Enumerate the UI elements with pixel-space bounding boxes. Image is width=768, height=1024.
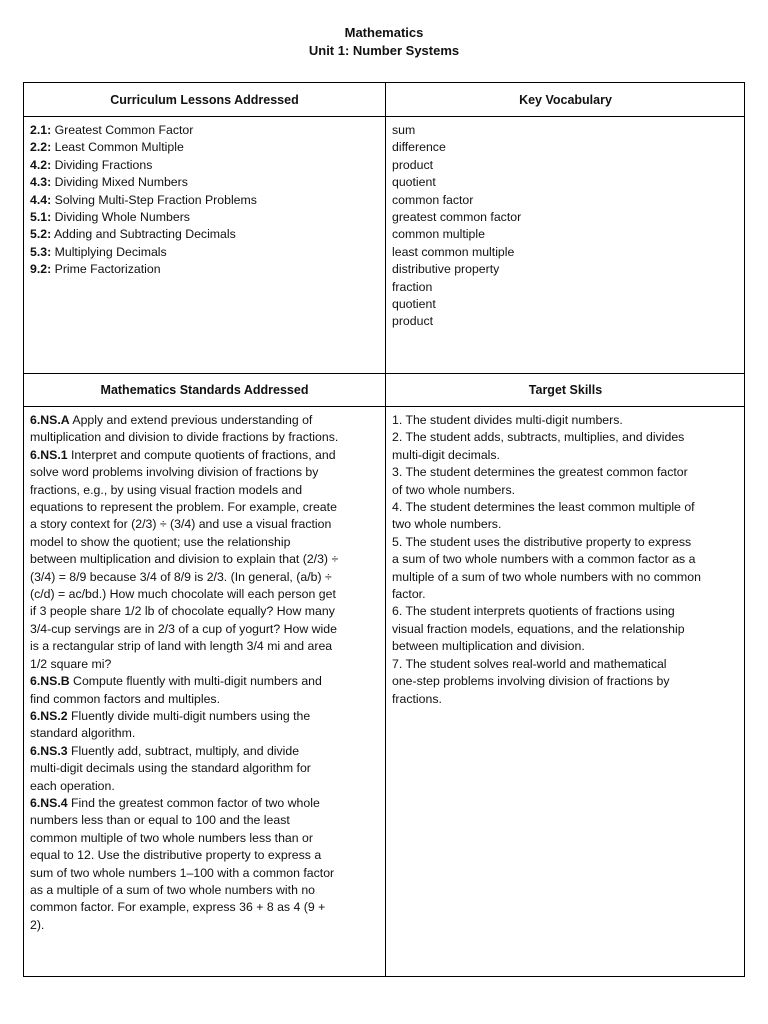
lesson-code: 4.4: xyxy=(30,192,52,207)
lesson-code: 5.3: xyxy=(30,244,52,259)
standard-text: a story context for (2/3) ÷ (3/4) and use a visual fraction xyxy=(30,517,332,532)
lesson-item xyxy=(30,122,379,139)
standard-text: as a multiple of a sum of two whole numbers with no xyxy=(30,882,316,897)
standard-text: Fluently divide multi-digit numbers using the xyxy=(67,708,311,723)
standard-line xyxy=(30,865,379,882)
standard-line xyxy=(30,586,379,603)
standard-text: 2). xyxy=(30,917,45,932)
lesson-item xyxy=(30,209,379,226)
lesson-item xyxy=(30,192,379,209)
standard-line xyxy=(30,708,379,725)
target-skill-line: factor. xyxy=(392,587,426,602)
lesson-title: Multiplying Decimals xyxy=(51,244,167,259)
lesson-code: 9.2: xyxy=(30,262,52,277)
lesson-title: Prime Factorization xyxy=(51,262,161,277)
standard-text: Find the greatest common factor of two whole xyxy=(67,795,320,810)
standard-line xyxy=(30,691,379,708)
standard-text: Apply and extend previous understanding of xyxy=(69,413,313,427)
lesson-title: Solving Multi-Step Fraction Problems xyxy=(51,192,257,207)
lesson-title: Dividing Mixed Numbers xyxy=(51,175,188,190)
standard-line xyxy=(30,412,379,429)
vocabulary-term: greatest common factor xyxy=(392,210,522,225)
standard-text: is a rectangular strip of land with length 3/4 mi and area xyxy=(30,639,333,654)
key-vocabulary-list xyxy=(386,117,745,373)
standard-text: (c/d) = ac/bd.) How much chocolate will each person get xyxy=(30,587,336,602)
standard-code: 6.NS.1 xyxy=(30,447,68,462)
lesson-code: 5.1: xyxy=(30,210,52,225)
standard-line xyxy=(30,812,379,829)
lesson-title: Adding and Subtracting Decimals xyxy=(51,227,236,242)
page-header xyxy=(0,24,768,60)
standard-code: 6.NS.A xyxy=(30,413,70,427)
target-skill-line: of two whole numbers. xyxy=(392,482,516,497)
key-vocabulary-header: Key Vocabulary xyxy=(519,92,612,107)
target-skill-line: between multiplication and division. xyxy=(392,639,585,654)
lesson-code: 2.1: xyxy=(30,123,52,137)
standard-line xyxy=(30,534,379,551)
lesson-code: 2.2: xyxy=(30,140,52,155)
lesson-item xyxy=(30,139,379,156)
lesson-code: 4.3: xyxy=(30,175,52,190)
subject-title: Mathematics xyxy=(344,25,424,40)
target-skill-line: 7. The student solves real-world and mathematical xyxy=(392,656,667,671)
standard-line xyxy=(30,447,379,464)
standard-text: find common factors and multiples. xyxy=(30,691,221,706)
vocabulary-term: fraction xyxy=(392,279,433,294)
standard-line xyxy=(30,725,379,742)
lesson-code: 4.2: xyxy=(30,157,52,172)
standard-line xyxy=(30,778,379,795)
target-skill-line: fractions. xyxy=(392,691,442,706)
target-skill-line: multi-digit decimals. xyxy=(392,447,500,462)
curriculum-table xyxy=(23,82,745,977)
standard-text: common multiple of two whole numbers less than or xyxy=(30,830,313,845)
standard-line xyxy=(30,760,379,777)
target-skill-line: 6. The student interprets quotients of fractions using xyxy=(392,604,675,619)
standard-line xyxy=(30,516,379,533)
standard-line xyxy=(30,569,379,586)
lesson-title: Dividing Fractions xyxy=(51,157,153,172)
standard-text: model to show the quotient; use the relationship xyxy=(30,534,291,549)
standard-text: equal to 12. Use the distributive property to express a xyxy=(30,848,322,863)
lesson-title: Least Common Multiple xyxy=(51,140,184,155)
target-skill-line: multiple of a sum of two whole numbers with no common xyxy=(392,569,701,584)
standard-line xyxy=(30,603,379,620)
standard-text: Compute fluently with multi-digit numbers and xyxy=(69,674,322,689)
target-skill-line: a sum of two whole numbers with a common factor as a xyxy=(392,552,696,567)
standard-code: 6.NS.B xyxy=(30,674,70,689)
target-skill-line: 3. The student determines the greatest common factor xyxy=(392,465,688,480)
standard-text: sum of two whole numbers 1–100 with a common factor xyxy=(30,865,335,880)
curriculum-lessons-list xyxy=(24,117,385,373)
standard-code: 6.NS.2 xyxy=(30,708,68,723)
standard-line xyxy=(30,499,379,516)
vocabulary-term: quotient xyxy=(392,175,436,190)
standard-text: multi-digit decimals using the standard algorithm for xyxy=(30,761,311,776)
standard-line xyxy=(30,621,379,638)
target-skill-line: 4. The student determines the least common multiple of xyxy=(392,500,695,515)
standard-line xyxy=(30,482,379,499)
vocabulary-term: least common multiple xyxy=(392,244,515,259)
standard-text: Fluently add, subtract, multiply, and divide xyxy=(67,743,300,758)
standards-header: Mathematics Standards Addressed xyxy=(100,383,309,397)
standard-line xyxy=(30,743,379,760)
vocabulary-term: common multiple xyxy=(392,227,485,242)
target-skill-line: two whole numbers. xyxy=(392,517,502,532)
standard-text: 1/2 square mi? xyxy=(30,656,112,671)
vocabulary-term: quotient xyxy=(392,297,436,312)
lesson-title: Greatest Common Factor xyxy=(51,123,194,137)
vocabulary-term: common factor xyxy=(392,192,474,207)
standard-line xyxy=(30,830,379,847)
standard-code: 6.NS.4 xyxy=(30,795,68,810)
vocabulary-term: product xyxy=(392,314,434,329)
vocabulary-term: difference xyxy=(392,140,446,155)
standard-code: 6.NS.3 xyxy=(30,743,68,758)
standards-list xyxy=(24,407,385,976)
standard-text: (3/4) = 8/9 because 3/4 of 8/9 is 2/3. (In general, (a/b) ÷ xyxy=(30,569,332,584)
vocabulary-term: distributive property xyxy=(392,262,500,277)
standard-text: standard algorithm. xyxy=(30,726,136,741)
lesson-item xyxy=(30,174,379,191)
standard-text: each operation. xyxy=(30,778,115,793)
standard-line xyxy=(30,673,379,690)
target-skills-list xyxy=(386,407,745,976)
standard-line xyxy=(30,899,379,916)
standard-line xyxy=(30,429,379,446)
curriculum-lessons-header: Curriculum Lessons Addressed xyxy=(110,92,299,107)
standard-line xyxy=(30,847,379,864)
vocabulary-term: sum xyxy=(392,123,416,137)
standard-text: fractions, e.g., by using visual fraction models and xyxy=(30,482,303,497)
lesson-title: Dividing Whole Numbers xyxy=(51,210,190,225)
standard-line xyxy=(30,464,379,481)
lesson-item xyxy=(30,261,379,278)
standard-line xyxy=(30,638,379,655)
target-skills-header: Target Skills xyxy=(528,383,603,397)
standard-line xyxy=(30,795,379,812)
target-skill-line: 5. The student uses the distributive property to express xyxy=(392,534,692,549)
vocabulary-term: product xyxy=(392,157,434,172)
lesson-item xyxy=(30,244,379,261)
standard-text: 3/4-cup servings are in 2/3 of a cup of yogurt? How wide xyxy=(30,621,337,636)
standard-text: Interpret and compute quotients of fractions, and xyxy=(67,447,336,462)
standard-text: multiplication and division to divide fractions by fractions. xyxy=(30,430,339,445)
target-skill-line: 2. The student adds, subtracts, multiplies, and divides xyxy=(392,430,685,445)
lesson-code: 5.2: xyxy=(30,227,52,242)
standard-text: equations to represent the problem. For example, create xyxy=(30,500,337,515)
target-skill-line: one-step problems involving division of fractions by xyxy=(392,674,670,689)
standard-line xyxy=(30,551,379,568)
standard-text: numbers less than or equal to 100 and the least xyxy=(30,813,290,828)
lesson-item xyxy=(30,226,379,243)
standard-text: solve word problems involving division of fractions by xyxy=(30,465,319,480)
standard-line xyxy=(30,917,379,934)
standard-text: common factor. For example, express 36 + 8 as 4 (9 + xyxy=(30,900,326,915)
standard-line xyxy=(30,882,379,899)
standard-text: if 3 people share 1/2 lb of chocolate equally? How many xyxy=(30,604,335,619)
target-skill-line: 1. The student divides multi-digit numbers. xyxy=(392,413,623,427)
lesson-item xyxy=(30,157,379,174)
standard-text: between multiplication and division to explain that (2/3) ÷ xyxy=(30,552,339,567)
unit-title: Unit 1: Number Systems xyxy=(308,43,460,58)
target-skill-line: visual fraction models, equations, and the relationship xyxy=(392,621,685,636)
standard-line xyxy=(30,656,379,673)
